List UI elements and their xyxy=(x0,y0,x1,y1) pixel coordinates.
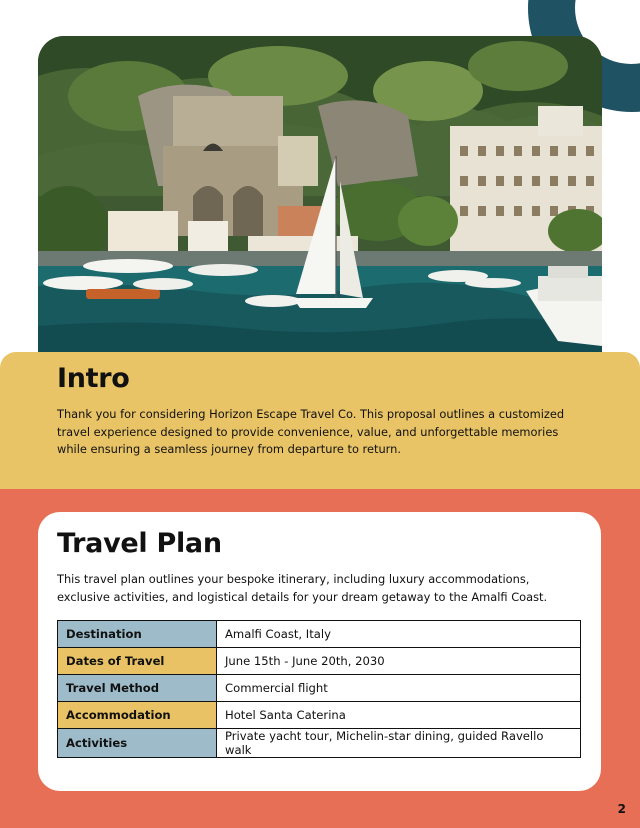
row-label: Dates of Travel xyxy=(58,648,217,675)
table-row xyxy=(58,675,581,702)
page-number: 2 xyxy=(617,802,626,816)
row-label: Destination xyxy=(58,621,217,648)
table-row xyxy=(58,702,581,729)
row-label: Travel Method xyxy=(58,675,217,702)
row-label: Activities xyxy=(58,729,217,758)
travel-plan-paragraph: This travel plan outlines your bespoke itinerary, including luxury accommodations, exclusive activities, and logistical details for your dream getaway to the Amalfi Coast. xyxy=(57,572,548,604)
row-value: Hotel Santa Caterina xyxy=(217,702,581,729)
row-label: Accommodation xyxy=(58,702,217,729)
row-value: Private yacht tour, Michelin-star dining, guided Ravello walk xyxy=(217,729,581,758)
table-row xyxy=(58,621,581,648)
intro-heading: Intro xyxy=(57,363,130,394)
row-value: June 15th - June 20th, 2030 xyxy=(217,648,581,675)
travel-plan-heading: Travel Plan xyxy=(57,528,222,559)
row-value: Commercial flight xyxy=(217,675,581,702)
table-row xyxy=(58,648,581,675)
hero-photo-amalfi-harbor xyxy=(38,36,602,356)
travel-plan-table xyxy=(57,620,581,758)
intro-paragraph: Thank you for considering Horizon Escape Travel Co. This proposal outlines a customized travel experience designed to provide convenience, value, and unforgettable memories while ensuring a seamless journey from departure to return. xyxy=(57,407,565,456)
row-value: Amalfi Coast, Italy xyxy=(217,621,581,648)
table-row xyxy=(58,729,581,758)
